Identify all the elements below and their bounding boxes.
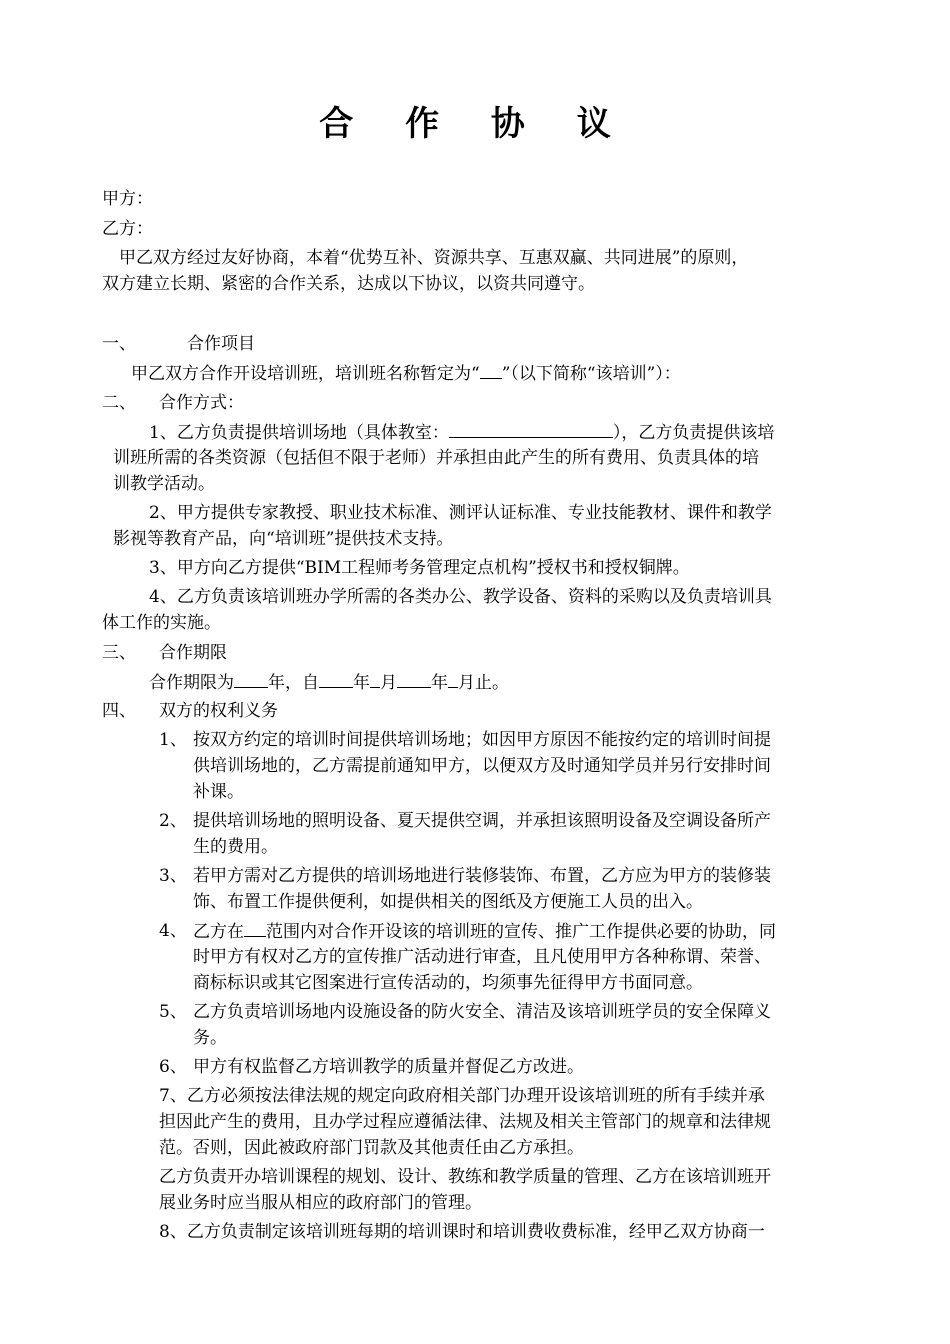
- party-a-label: 甲方：: [102, 189, 153, 209]
- s2-item-4-line-2: 体工作的实施。: [102, 613, 221, 633]
- s4-paragraph-line-1: 乙方负责开办培训课程的规划、设计、教练和教学质量的管理、乙方在该培训班开: [159, 1167, 771, 1187]
- end-month-blank[interactable]: [448, 669, 458, 688]
- party-b-label: 乙方：: [102, 219, 153, 239]
- section-1-text-b: ”（以下简称“该培训”）：: [501, 364, 681, 384]
- s4-paragraph-line-2: 展业务时应当服从相应的政府部门的管理。: [159, 1193, 482, 1213]
- document-title: 合 作 协 议: [319, 104, 631, 144]
- start-year-blank[interactable]: [319, 669, 353, 688]
- section-1-number: 一、: [102, 334, 136, 354]
- s4-item-4-line-1a: 乙方在: [193, 922, 244, 942]
- s4-item-3-line-2: 饰、布置工作提供便利，如提供相关的图纸及方便施工人员的出入。: [193, 892, 703, 912]
- s4-item-4-number: 4、: [159, 921, 187, 941]
- term-text-2: 年，自: [268, 673, 319, 693]
- s4-item-3-line-1: 若甲方需对乙方提供的培训场地进行装修装饰、布置，乙方应为甲方的装修装: [193, 866, 771, 886]
- s4-item-3-number: 3、: [159, 866, 187, 886]
- section-1-text-a: 甲乙双方合作开设培训班，培训班名称暂定为“: [131, 364, 480, 384]
- s2-item-1-line-1b: ），乙方负责提供该培: [612, 423, 775, 443]
- end-year-blank[interactable]: [397, 669, 431, 688]
- s2-item-2-line-1: 2、甲方提供专家教授、职业技术标准、测评认证标准、专业技能教材、课件和教学: [149, 503, 772, 523]
- section-1-text: [131, 360, 681, 387]
- section-4-number: 四、: [102, 701, 136, 721]
- intro-line-2: 双方建立长期、紧密的合作关系，达成以下协议，以资共同遵守。: [102, 274, 595, 294]
- section-2-number: 二、: [102, 393, 136, 413]
- s4-item-7-line-3: 范。否则，因此被政府部门罚款及其他责任由乙方承担。: [159, 1138, 584, 1158]
- s4-item-5-line-2: 务。: [193, 1028, 227, 1048]
- s2-item-2-line-2: 影视等教育产品，向“培训班”提供技术支持。: [113, 529, 454, 549]
- s2-item-4-line-1: 4、乙方负责该培训班办学所需的各类办公、教学设备、资料的采购以及负责培训具: [149, 587, 772, 607]
- s4-item-2-line-2: 生的费用。: [193, 837, 278, 857]
- term-text-5: 年: [431, 673, 448, 693]
- s4-item-4-line-2: 时甲方有权对乙方的宣传推广活动进行审查，且凡使用甲方各种称谓、荣誉、: [193, 947, 771, 967]
- s2-item-1-line-1: [149, 419, 774, 446]
- s4-item-1-line-1: 按双方约定的培训时间提供培训场地；如因甲方原因不能按约定的培训时间提: [193, 730, 771, 750]
- s4-item-2-number: 2、: [159, 811, 187, 831]
- s4-item-2-line-1: 提供培训场地的照明设备、夏天提供空调，并承担该照明设备及空调设备所产: [193, 811, 771, 831]
- scope-blank[interactable]: [244, 918, 266, 937]
- s4-item-4-line-3: 商标标识或其它图案进行宣传活动的，均须事先征得甲方书面同意。: [193, 973, 703, 993]
- s4-item-7-line-2: 担因此产生的费用，且办学过程应遵循法律、法规及相关主管部门的规章和法律规: [159, 1112, 771, 1132]
- start-month-blank[interactable]: [370, 669, 380, 688]
- term-text-3: 年: [353, 673, 370, 693]
- term-text-6: 月止。: [458, 673, 509, 693]
- classroom-blank[interactable]: [449, 419, 613, 438]
- s4-item-1-line-2: 供培训场地的，乙方需提前通知甲方，以便双方及时通知学员并另行安排时间: [193, 756, 771, 776]
- s4-item-1-line-3: 补课。: [193, 782, 244, 802]
- s2-item-1-line-2: 训班所需的各类资源（包括但不限于老师）并承担由此产生的所有费用、负责具体的培: [113, 448, 759, 468]
- section-2-title: 合作方式：: [159, 393, 244, 413]
- s4-item-4-line-1: [193, 918, 776, 945]
- s2-item-1-line-1a: 1、乙方负责提供培训场地（具体教室：: [149, 423, 449, 443]
- s4-item-8-line-1: 8、乙方负责制定该培训班每期的培训课时和培训费收费标准，经甲乙双方协商一: [159, 1222, 765, 1242]
- s4-item-6-number: 6、: [159, 1057, 187, 1077]
- s4-item-7-line-1: 7、乙方必须按法律法规的规定向政府相关部门办理开设该培训班的所有手续并承: [159, 1086, 765, 1106]
- section-3-number: 三、: [102, 643, 136, 663]
- section-4-title: 双方的权利义务: [159, 701, 278, 721]
- s4-item-5-line-1: 乙方负责培训场地内设施设备的防火安全、清洁及该培训班学员的安全保障义: [193, 1002, 771, 1022]
- s4-item-4-line-1b: 范围内对合作开设该的培训班的宣传、推广工作提供必要的协助，同: [266, 922, 776, 942]
- section-1-title: 合作项目: [187, 334, 255, 354]
- s4-item-1-number: 1、: [159, 730, 187, 750]
- term-line: [149, 669, 509, 696]
- s2-item-1-line-3: 训教学活动。: [113, 474, 215, 494]
- section-3-title: 合作期限: [159, 643, 227, 663]
- term-text-1: 合作期限为: [149, 673, 234, 693]
- term-years-blank[interactable]: [234, 669, 268, 688]
- course-name-blank[interactable]: [480, 360, 502, 379]
- s2-item-3-line-1: 3、甲方向乙方提供“BIM工程师考务管理定点机构”授权书和授权铜牌。: [149, 558, 690, 578]
- intro-line-1: 甲乙双方经过友好协商，本着“优势互补、资源共享、互惠双赢、共同进展”的原则，: [119, 248, 749, 268]
- s4-item-6-line-1: 甲方有权监督乙方培训教学的质量并督促乙方改进。: [193, 1057, 584, 1077]
- s4-item-5-number: 5、: [159, 1002, 187, 1022]
- term-text-4: 月: [380, 673, 397, 693]
